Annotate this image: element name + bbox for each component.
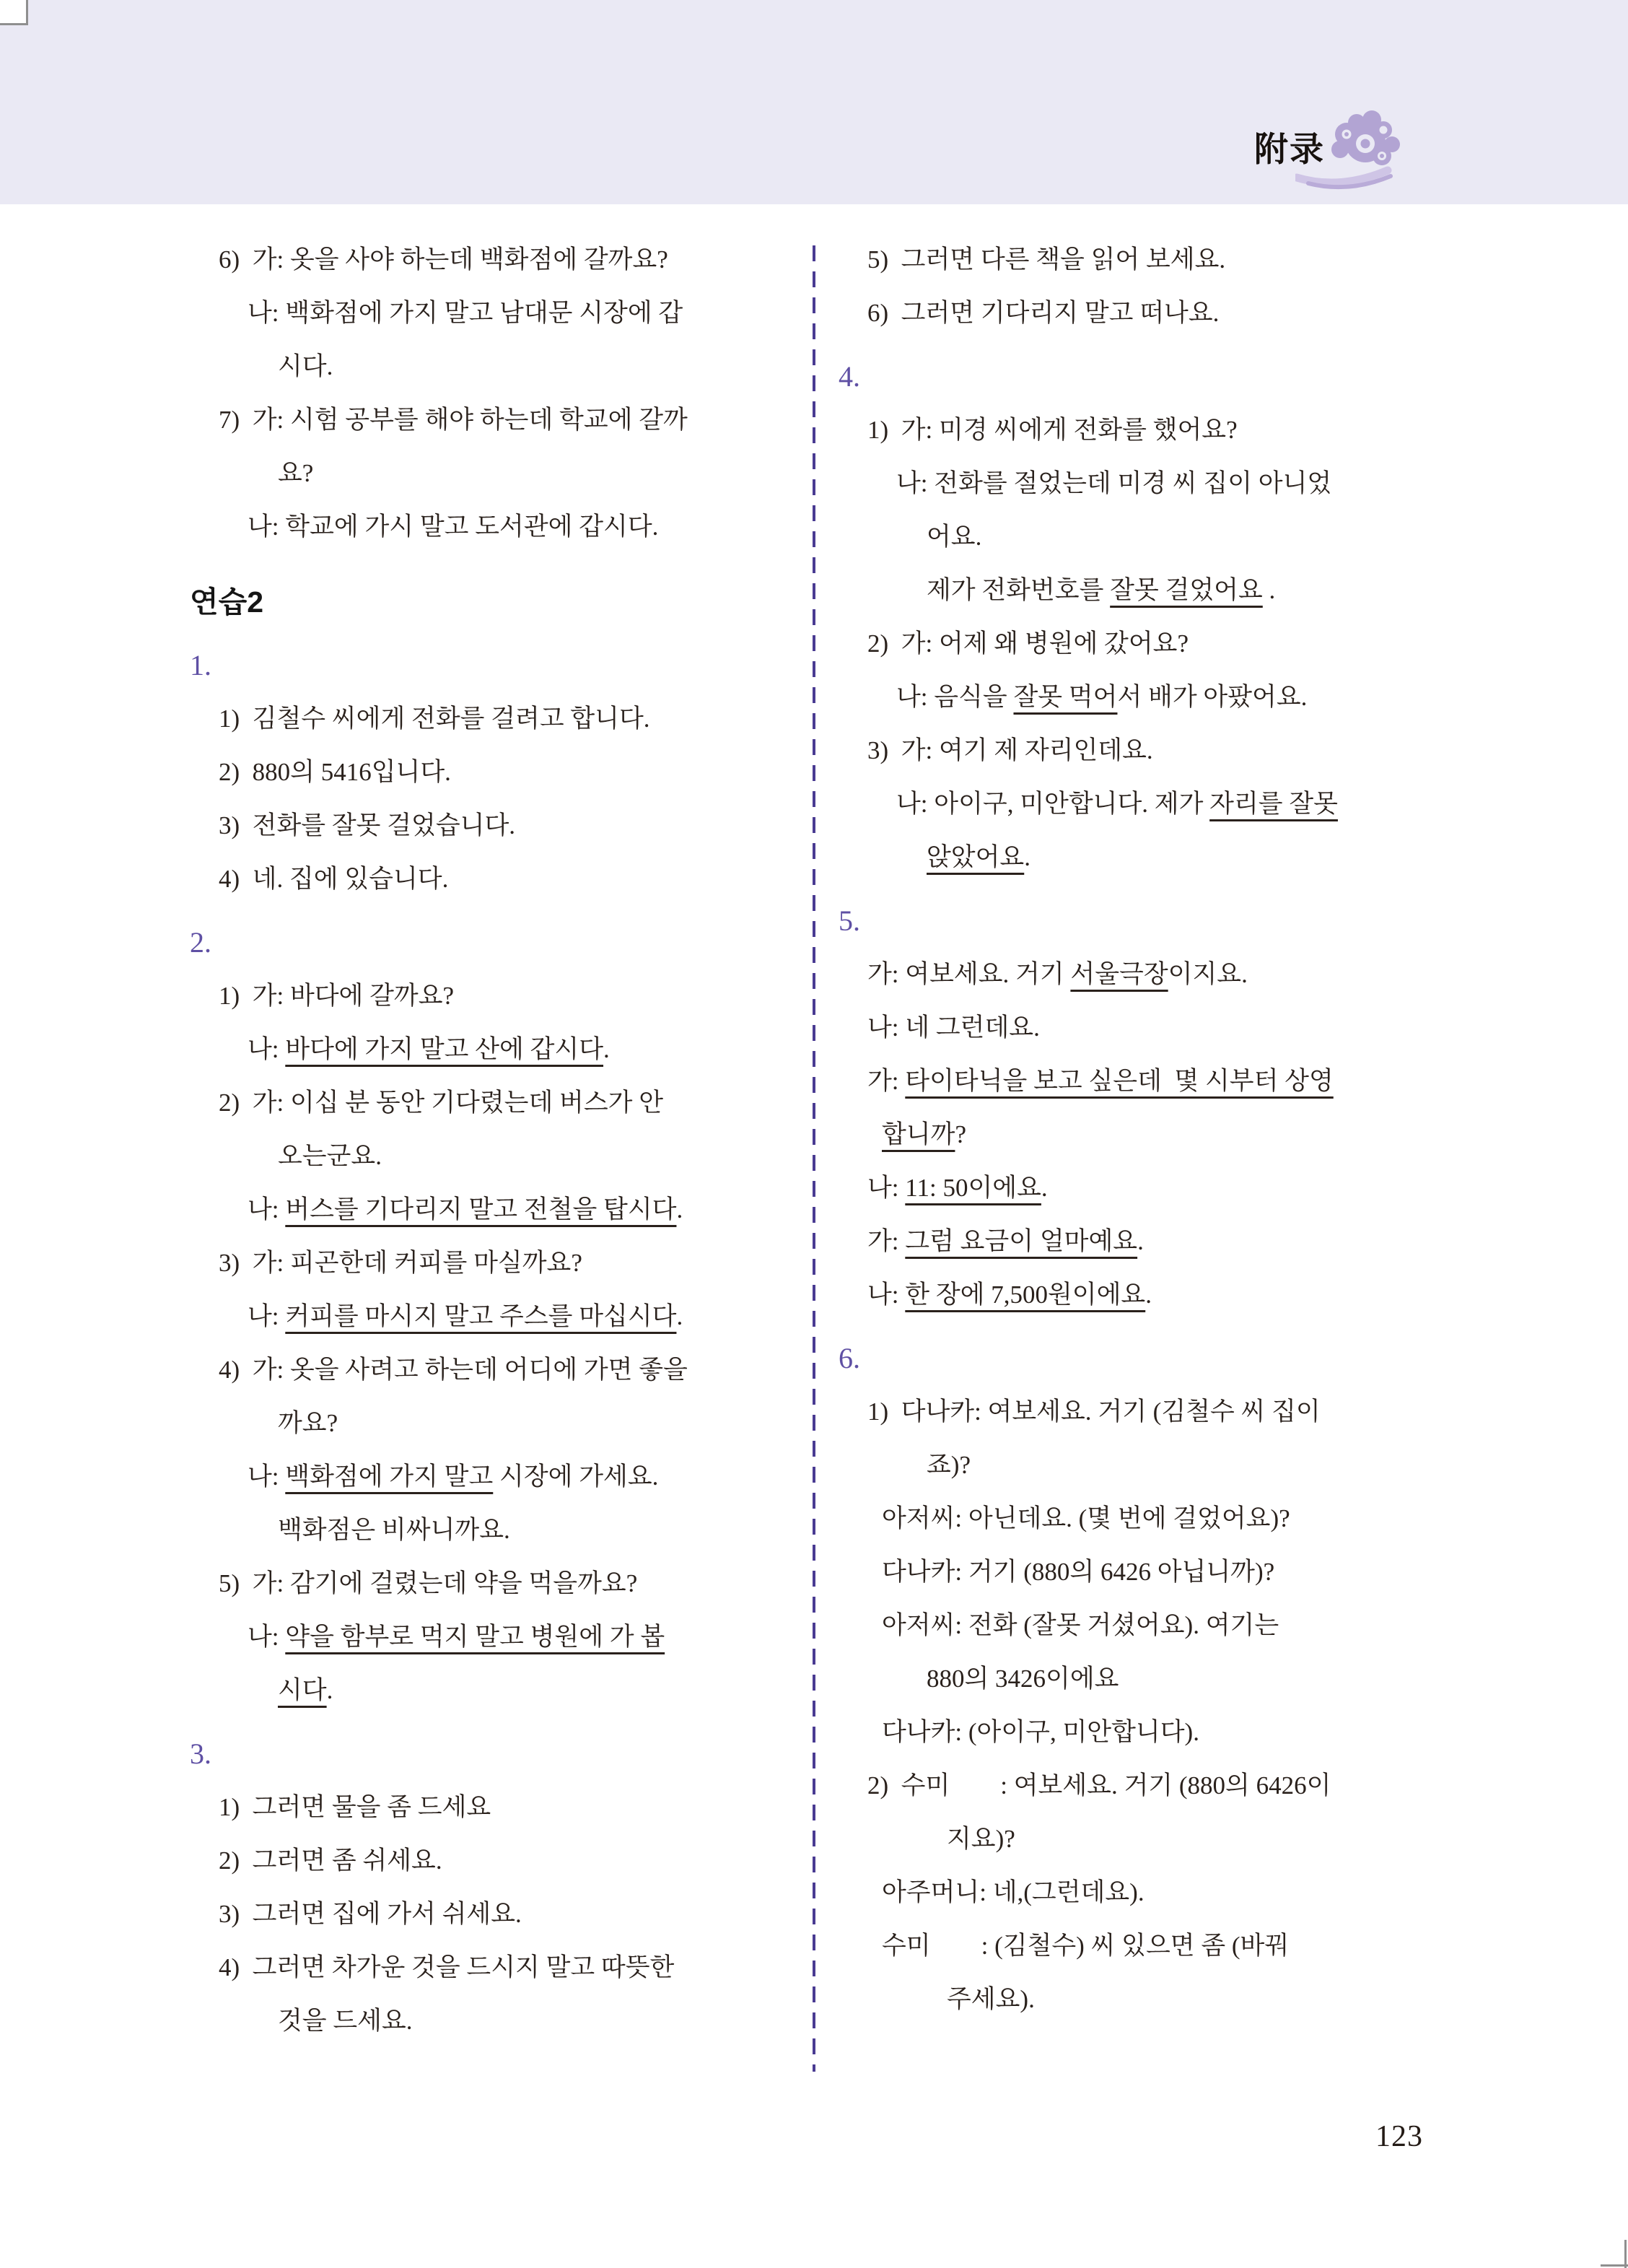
- plain-text: 시다.: [278, 352, 333, 380]
- plain-text: 2) 가: 이십 분 동안 기다렸는데 버스가 안: [219, 1089, 664, 1117]
- plain-text: 수미 : (김철수) 씨 있으면 좀 (바꿔: [882, 1932, 1290, 1960]
- plain-text: .: [1041, 1174, 1048, 1202]
- text-line: [190, 1397, 796, 1450]
- column-separator: [813, 245, 815, 2072]
- text-line: [839, 1919, 1575, 1973]
- plain-text: 주세요).: [947, 1985, 1035, 2013]
- text-line: [190, 969, 796, 1023]
- underlined-text: 한 장에 7,500원이에요: [905, 1281, 1146, 1309]
- text-line: [839, 287, 1575, 340]
- plain-text: 나: 전화를 절었는데 미경 씨 집이 아니었: [896, 469, 1332, 497]
- plain-text: 나:: [248, 1462, 286, 1491]
- plain-text: .: [676, 1195, 683, 1224]
- text-line: [839, 777, 1575, 831]
- text-line: [839, 948, 1575, 1001]
- plain-text: ?: [955, 1120, 966, 1148]
- plain-text: 1) 가: 바다에 갈까요?: [219, 982, 455, 1010]
- text-line: [839, 564, 1575, 617]
- text-line: [190, 1343, 796, 1397]
- text-line: [839, 1545, 1575, 1599]
- plain-text: 가:: [867, 1067, 906, 1095]
- plain-text: 3) 그러면 집에 가서 쉬세요.: [219, 1900, 522, 1928]
- text-line: [839, 404, 1575, 457]
- plain-text: 나:: [867, 1281, 906, 1309]
- text-line: [839, 1215, 1575, 1268]
- text-line: [839, 1108, 1575, 1161]
- text-line: [190, 1888, 796, 1941]
- text-line: [839, 1813, 1575, 1866]
- right-column: [839, 233, 1575, 2026]
- plain-text: 2) 가: 어제 왜 병원에 갔어요?: [867, 629, 1189, 658]
- underlined-text: 약을 함부로 먹지 말고 병원에 가 봅: [285, 1623, 665, 1651]
- text-line: [839, 1652, 1575, 1706]
- underlined-text: 타이타닉을 보고 싶은데 몇 시부터 상영: [905, 1067, 1334, 1095]
- text-line: [839, 1973, 1575, 2026]
- plain-text: 880의 3426이에요: [927, 1665, 1119, 1693]
- plain-text: 5) 가: 감기에 걸렸는데 약을 먹을까요?: [219, 1569, 638, 1597]
- section-number: 6.: [839, 1342, 860, 1374]
- text-line: [839, 1268, 1575, 1322]
- print-corner-mark-horizontal: [1601, 2264, 1628, 2267]
- plain-text: 것을 드세요.: [278, 2007, 413, 2035]
- text-line: [839, 1385, 1575, 1439]
- plain-text: .: [676, 1302, 683, 1330]
- text-line: [190, 799, 796, 852]
- plain-text: .: [1262, 576, 1276, 604]
- plain-text: 2) 880의 5416입니다.: [219, 758, 451, 786]
- section-number: 1.: [190, 649, 211, 681]
- section-number: 3.: [190, 1737, 211, 1770]
- underlined-text: 잘못 걸었어요: [1110, 576, 1263, 604]
- text-line: [190, 1664, 796, 1717]
- section-number: 4.: [839, 360, 860, 393]
- text-line: [839, 1055, 1575, 1108]
- text-line: [839, 1866, 1575, 1919]
- text-line: [190, 692, 796, 746]
- plain-text: 서 배가 아팠어요.: [1117, 683, 1308, 711]
- plain-text: .: [1145, 1281, 1152, 1309]
- plain-text: 요?: [278, 459, 314, 487]
- text-line: [190, 340, 796, 393]
- text-line: [190, 1941, 796, 1994]
- plain-text: 5) 그러면 다른 책을 읽어 보세요.: [867, 245, 1226, 274]
- underlined-text: 백화점에 가지 말고: [285, 1462, 494, 1491]
- underlined-text: 시다: [278, 1676, 327, 1704]
- text-line: [839, 617, 1575, 671]
- text-line: [190, 1130, 796, 1183]
- plain-text: 3) 가: 피곤한데 커피를 마실까요?: [219, 1249, 582, 1277]
- plain-text: 나:: [248, 1302, 286, 1330]
- plain-text: 아저씨: 아닌데요. (몇 번에 걸었어요)?: [882, 1504, 1290, 1532]
- plain-text: 나: 음식을: [896, 683, 1014, 711]
- plain-text: 4) 네. 집에 있습니다.: [219, 865, 449, 893]
- plain-text: 나: 백화점에 가지 말고 남대문 시장에 갑: [248, 299, 683, 327]
- plain-text: 아주머니: 네,(그런데요).: [882, 1878, 1145, 1906]
- underlined-text: 11: 50이에요: [905, 1174, 1041, 1202]
- text-line: [190, 1834, 796, 1888]
- plain-text: 다나카: (아이구, 미안합니다).: [882, 1718, 1199, 1746]
- text-line: [190, 1610, 796, 1664]
- plain-text: 제가 전화번호를: [927, 576, 1111, 604]
- page-number: 123: [1375, 2120, 1423, 2153]
- text-line: [839, 1161, 1575, 1215]
- plain-text: 까요?: [278, 1409, 338, 1437]
- plain-text: 죠)?: [927, 1451, 971, 1479]
- underlined-text: 합니까: [882, 1120, 955, 1148]
- underlined-text: 바다에 가지 말고 산에 갑시다: [285, 1035, 604, 1063]
- section-number: 2.: [190, 926, 211, 959]
- plain-text: 백화점은 비싸니까요.: [278, 1516, 510, 1544]
- text-line: [190, 500, 796, 554]
- plain-text: 나: 학교에 가시 말고 도서관에 갑시다.: [248, 513, 659, 541]
- text-line: [190, 1994, 796, 2048]
- plain-text: .: [603, 1035, 610, 1063]
- left-column: [190, 233, 796, 2048]
- plain-text: 나: 네 그런데요.: [867, 1013, 1040, 1042]
- plain-text: 지요)?: [947, 1825, 1015, 1853]
- plain-text: 3) 전화를 잘못 걸었습니다.: [219, 811, 516, 839]
- plain-text: 6) 가: 옷을 사야 하는데 백화점에 갈까요?: [219, 245, 668, 274]
- plain-text: 가:: [867, 1227, 906, 1255]
- text-line: [190, 746, 796, 799]
- plain-text: 1) 다나카: 여보세요. 거기 (김철수 씨 집이: [867, 1397, 1321, 1426]
- text-line: [190, 393, 796, 447]
- plain-text: 다나카: 거기 (880의 6426 아닙니까)?: [882, 1558, 1275, 1586]
- plain-text: .: [1024, 843, 1030, 871]
- plain-text: 7) 가: 시험 공부를 해야 하는데 학교에 갈까: [219, 406, 688, 434]
- text-line: [839, 1001, 1575, 1055]
- text-line: [190, 852, 796, 906]
- text-line: [839, 671, 1575, 724]
- plain-text: 1) 가: 미경 씨에게 전화를 했어요?: [867, 416, 1238, 444]
- text-line: [190, 1450, 796, 1504]
- plain-text: 나: 아이구, 미안합니다. 제가: [896, 790, 1210, 818]
- text-line: [190, 1183, 796, 1237]
- text-line: [839, 724, 1575, 777]
- underlined-text: 커피를 마시지 말고 주스를 마십시다: [285, 1302, 677, 1330]
- text-line: [190, 1023, 796, 1076]
- underlined-text: 서울극장: [1070, 960, 1168, 988]
- text-line: [839, 1599, 1575, 1652]
- underlined-text: 버스를 기다리지 말고 전철을 탑시다: [285, 1195, 677, 1224]
- text-line: [190, 447, 796, 500]
- plain-text: 6) 그러면 기다리지 말고 떠나요.: [867, 299, 1220, 327]
- plain-text: 나:: [248, 1623, 286, 1651]
- text-line: [190, 1781, 796, 1834]
- section-number: 5.: [839, 904, 860, 937]
- plain-text: 오는군요.: [278, 1142, 382, 1170]
- plain-text: 아저씨: 전화 (잘못 거셨어요). 여기는: [882, 1611, 1279, 1639]
- text-line: [190, 287, 796, 340]
- plain-text: 1) 그러면 물을 좀 드세요: [219, 1793, 491, 1821]
- plain-text: 나:: [867, 1174, 906, 1202]
- plain-text: 3) 가: 여기 제 자리인데요.: [867, 736, 1153, 764]
- text-line: [839, 233, 1575, 287]
- section-heading: 연습2: [190, 585, 264, 619]
- text-line: [839, 1492, 1575, 1545]
- plain-text: 어요.: [927, 523, 982, 551]
- text-line: [190, 1237, 796, 1290]
- text-line: [190, 233, 796, 287]
- plain-text: .: [1137, 1227, 1144, 1255]
- text-line: [839, 457, 1575, 510]
- plain-text: 4) 가: 옷을 사려고 하는데 어디에 가면 좋을: [219, 1356, 688, 1384]
- plain-text: 나:: [248, 1195, 286, 1224]
- plain-text: 2) 수미 : 여보세요. 거기 (880의 6426이: [867, 1771, 1331, 1800]
- underlined-text: 앉았어요: [927, 843, 1025, 871]
- text-line: [190, 1076, 796, 1130]
- appendix-title: 附录: [1254, 131, 1325, 169]
- print-corner-notch: [0, 0, 28, 25]
- plain-text: 가: 여보세요. 거기: [867, 960, 1071, 988]
- underlined-text: 그럼 요금이 얼마예요: [905, 1227, 1138, 1255]
- plain-text: .: [326, 1676, 333, 1704]
- underlined-text: 잘못 먹어: [1013, 683, 1118, 711]
- plain-text: 2) 그러면 좀 쉬세요.: [219, 1846, 442, 1875]
- plain-text: 나:: [248, 1035, 286, 1063]
- plain-text: 4) 그러면 차가운 것을 드시지 말고 따뜻한: [219, 1953, 675, 1981]
- text-line: [839, 510, 1575, 564]
- text-line: [839, 831, 1575, 884]
- text-line: [190, 1290, 796, 1343]
- plain-text: 이지요.: [1168, 960, 1248, 988]
- text-line: [190, 1557, 796, 1610]
- text-line: [839, 1759, 1575, 1813]
- plain-text: 1) 김철수 씨에게 전화를 걸려고 합니다.: [219, 705, 650, 733]
- plain-text: 시장에 가세요.: [493, 1462, 659, 1491]
- underlined-text: 자리를 잘못: [1209, 790, 1338, 818]
- text-line: [839, 1706, 1575, 1759]
- text-line: [839, 1439, 1575, 1492]
- text-line: [190, 1504, 796, 1557]
